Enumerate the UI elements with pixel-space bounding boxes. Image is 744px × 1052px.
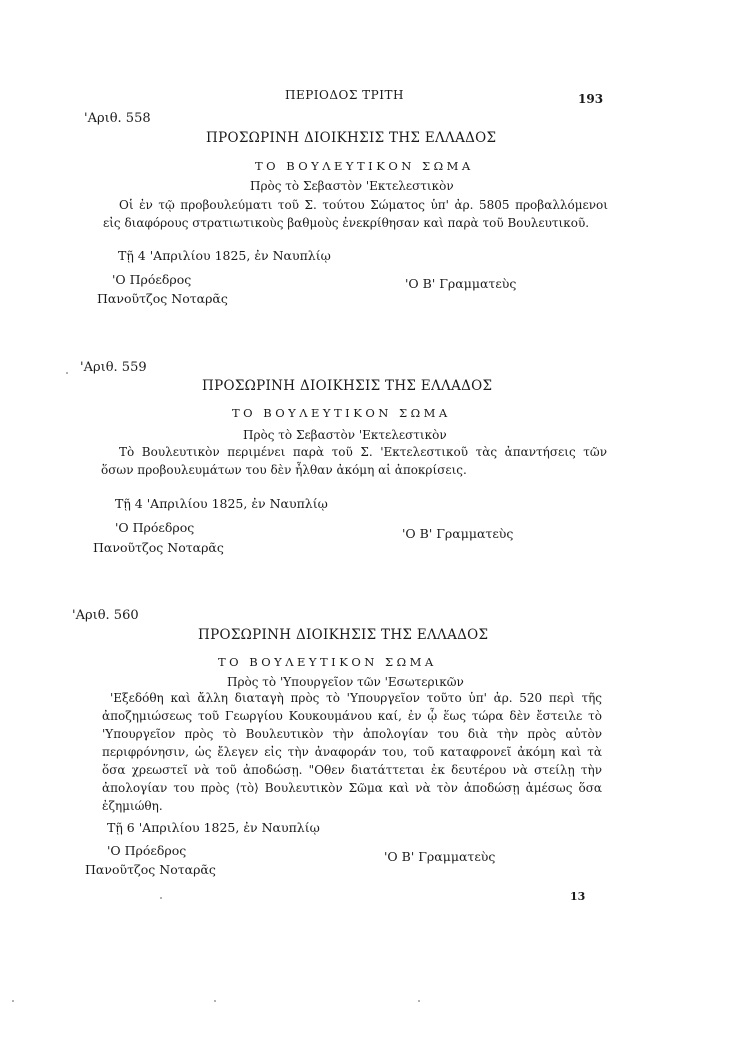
body-heading: ΤΟ ΒΟΥΛΕΥΤΙΚΟΝ ΣΩΜΑ — [232, 406, 451, 420]
entry-text: Οἱ ἐν τῷ προβουλεύματι τοῦ Σ. τούτου Σώματος ὑπ' ἀρ. 5805 προβαλλόμενοι εἰς διαφόρους στρατιωτικοὺς βαθμοὺς ἐνεκρίθησαν καὶ παρὰ τοῦ Βουλευτικοῦ. — [103, 198, 608, 230]
secretary-title: 'Ο Β' Γραμματεὺς — [405, 276, 517, 291]
entry-number: 'Αριθ. 560 — [72, 608, 139, 623]
president-title: 'Ο Πρόεδρος — [107, 843, 187, 858]
entry-date: Τῇ 4 'Απριλίου 1825, ἐν Ναυπλίῳ — [115, 496, 328, 511]
entry-date: Τῇ 4 'Απριλίου 1825, ἐν Ναυπλίῳ — [118, 248, 331, 263]
addressee: Πρὸς τὸ 'Υπουργεῖον τῶν 'Εσωτερικῶν — [227, 675, 464, 689]
entry-number: 'Αριθ. 558 — [84, 111, 151, 126]
scan-speck — [418, 1000, 420, 1002]
scan-speck — [214, 1000, 216, 1002]
president-title: 'Ο Πρόεδρος — [112, 272, 192, 287]
addressee: Πρὸς τὸ Σεβαστὸν 'Εκτελεστικὸν — [243, 428, 447, 442]
president-title: 'Ο Πρόεδρος — [115, 520, 195, 535]
scan-speck — [12, 1000, 14, 1002]
body-heading: ΤΟ ΒΟΥΛΕΥΤΙΚΟΝ ΣΩΜΑ — [218, 655, 437, 669]
entry-text: Τὸ Βουλευτικὸν περιμένει παρὰ τοῦ Σ. 'Εκτελεστικοῦ τὰς ἀπαντήσεις τῶν ὅσων προβουλευμάτων του δὲν ἦλθαν ἀκόμη αἱ ἀποκρίσεις. — [101, 445, 607, 477]
government-heading: ΠΡΟΣΩΡΙΝΗ ΔΙΟΙΚΗΣΙΣ ΤΗΣ ΕΛΛΑΔΟΣ — [198, 627, 489, 643]
secretary-title: 'Ο Β' Γραμματεὺς — [384, 849, 496, 864]
signature-number: 13 — [570, 890, 586, 903]
president-name: Πανοῦτζος Νοταρᾶς — [97, 291, 228, 306]
government-heading: ΠΡΟΣΩΡΙΝΗ ΔΙΟΙΚΗΣΙΣ ΤΗΣ ΕΛΛΑΔΟΣ — [202, 378, 493, 394]
page-number: 193 — [578, 92, 604, 106]
body-heading: ΤΟ ΒΟΥΛΕΥΤΙΚΟΝ ΣΩΜΑ — [255, 159, 474, 173]
scan-speck — [160, 897, 162, 899]
president-name: Πανοῦτζος Νοταρᾶς — [93, 540, 224, 555]
entry-date: Τῇ 6 'Απριλίου 1825, ἐν Ναυπλίῳ — [107, 820, 320, 835]
president-name: Πανοῦτζος Νοταρᾶς — [85, 862, 216, 877]
scan-speck — [66, 372, 68, 374]
running-header: ΠΕΡΙΟΔΟΣ ΤΡΙΤΗ — [285, 88, 404, 102]
entry-text: 'Εξεδόθη καὶ ἄλλη διαταγὴ πρὸς τὸ 'Υπουργεῖον τοῦτο ὑπ' ἀρ. 520 περὶ τῆς ἀποζημιώσεως τοῦ Γεωργίου Κουκουμάνου καί, ἐν ᾧ ἕως τώρα δὲν ἔστειλε τὸ 'Υπουργεῖον πρὸς τὸ Βουλευτικὸν τὴν ἀπολογίαν του διὰ τὴν πρὸς αὐτὸν περιφρόνησιν, ὡς ἔλεγεν εἰς τὴν ἀναφοράν του, τοῦ καταφρονεῖ ἀκόμη καὶ τὰ ὅσα χρεωστεῖ νὰ τοῦ ἀποδώσῃ. "Οθεν διατάττεται ἐκ δευτέρου νὰ στείλῃ τὴν ἀπολογίαν του πρὸς ⟨τὸ⟩ Βουλευτικὸν Σῶμα καὶ νὰ τὸν ἀποδώσῃ ἀμέσως ὅσα ἐζημιώθη. — [102, 691, 602, 813]
entry-number: 'Αριθ. 559 — [80, 360, 147, 375]
addressee: Πρὸς τὸ Σεβαστὸν 'Εκτελεστικὸν — [250, 179, 454, 193]
secretary-title: 'Ο Β' Γραμματεὺς — [402, 526, 514, 541]
government-heading: ΠΡΟΣΩΡΙΝΗ ΔΙΟΙΚΗΣΙΣ ΤΗΣ ΕΛΛΑΔΟΣ — [206, 130, 497, 146]
